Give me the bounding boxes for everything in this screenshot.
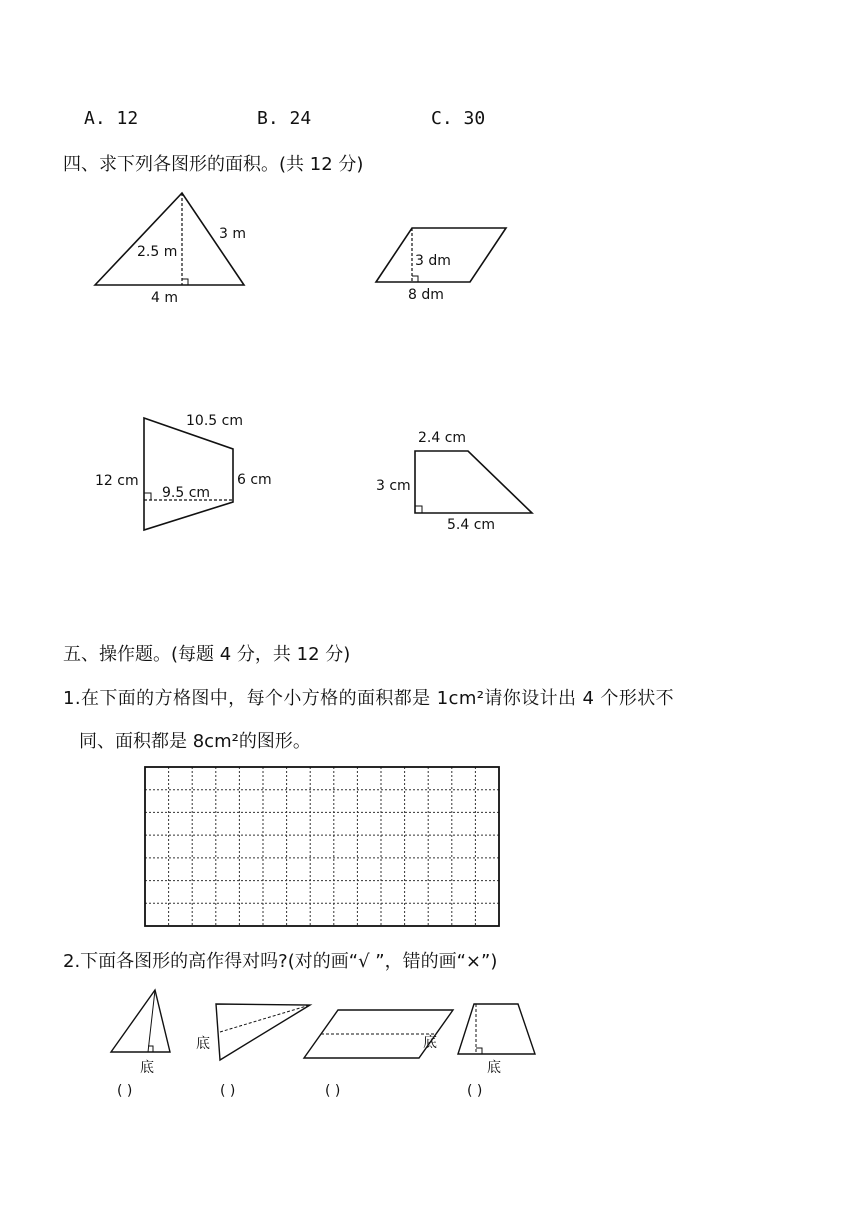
check-figure-4-base: 底 (487, 1060, 501, 1076)
check-figure-3-blank: ( ) (325, 1083, 341, 1099)
section4-heading: 四、求下列各图形的面积。(共 12 分) (63, 154, 364, 175)
trapezoid2-top-label: 2.4 cm (418, 430, 467, 446)
trapezoid2-height-label: 3 cm (376, 478, 411, 494)
trapezoid1-height-label: 9.5 cm (162, 485, 211, 501)
check-figure-4-blank: ( ) (467, 1083, 483, 1099)
choice-c-letter: C. (431, 108, 453, 129)
check-figure-1-blank: ( ) (117, 1083, 133, 1099)
check-figure-2-base: 底 (196, 1036, 210, 1052)
check-figure-3-base: 底 (423, 1035, 437, 1051)
check-figure-2 (196, 1004, 310, 1099)
section5-heading: 五、操作题。(每题 4 分，共 12 分) (63, 644, 351, 665)
check-figure-3 (304, 1010, 453, 1099)
triangle-height-label: 2.5 m (137, 244, 178, 260)
triangle-side-label: 3 m (219, 226, 246, 242)
choice-c-value: 30 (463, 108, 486, 129)
parallelogram-base-label: 8 dm (408, 287, 444, 303)
check-figure-1-base: 底 (140, 1060, 154, 1076)
choice-b-letter: B. (257, 108, 279, 129)
check-figure-4 (458, 1004, 535, 1099)
trapezoid1-right-label: 6 cm (237, 472, 272, 488)
question1-line1: 1.在下面的方格图中，每个小方格的面积都是 1cm²请你设计出 4 个形状不 (63, 688, 675, 709)
parallelogram-height-label: 3 dm (415, 253, 451, 269)
check-figure-2-blank: ( ) (220, 1083, 236, 1099)
choice-a-letter: A. (84, 108, 106, 129)
triangle-base-label: 4 m (151, 290, 178, 306)
choice-a-value: 12 (116, 108, 139, 129)
check-figure-1 (111, 990, 170, 1099)
trapezoid2-bottom-label: 5.4 cm (447, 517, 496, 533)
question1-line2: 同、面积都是 8cm²的图形。 (79, 731, 311, 752)
trapezoid1-left-label: 12 cm (95, 473, 139, 489)
question2-text: 2.下面各图形的高作得对吗?(对的画“√ ”，错的画“×”) (63, 951, 498, 972)
trapezoid1-top-label: 10.5 cm (186, 413, 243, 429)
choice-b-value: 24 (289, 108, 312, 129)
